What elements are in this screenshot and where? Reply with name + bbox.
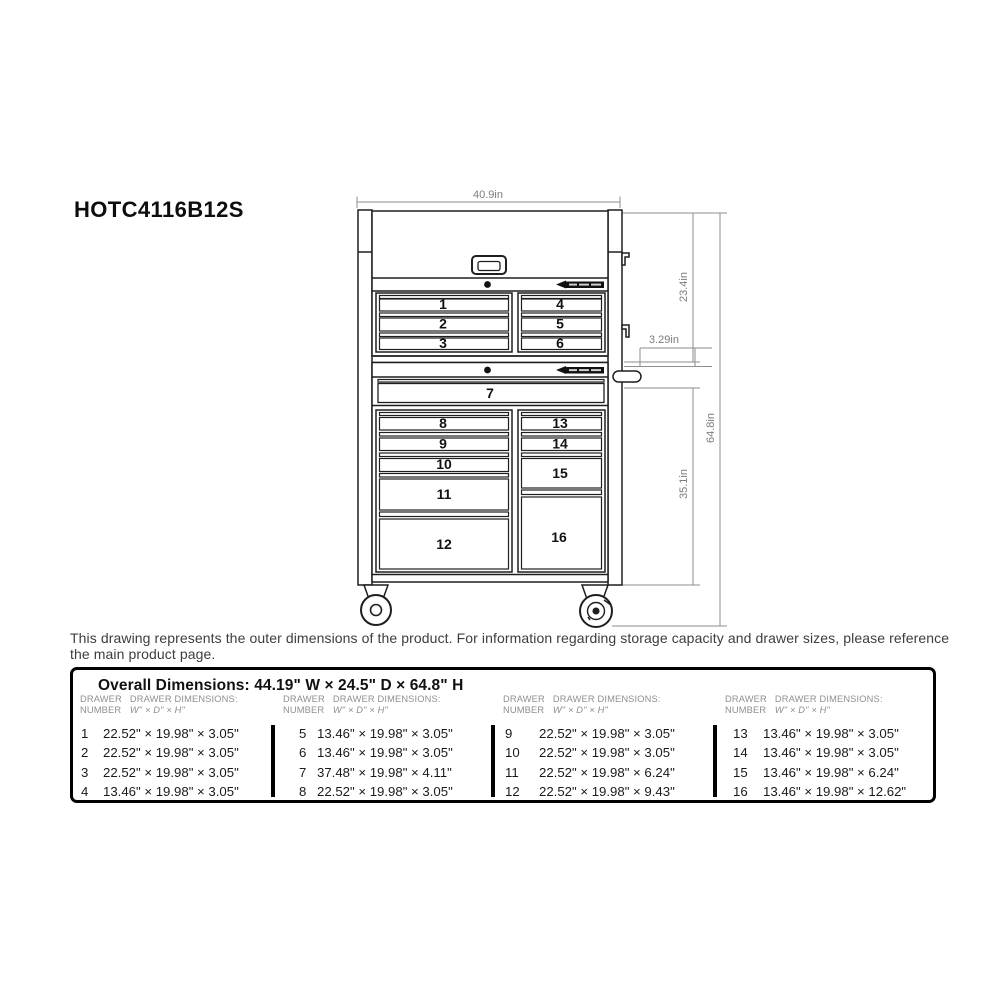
drawer-label: 10 <box>436 456 452 472</box>
drawer-label: 11 <box>436 486 452 502</box>
table-row: 2 22.52" × 19.98" × 3.05" <box>81 745 239 761</box>
drawer-label: 3 <box>439 335 447 351</box>
caster-wheel-right <box>580 585 612 627</box>
brand-badge-icon <box>556 281 604 289</box>
table-column-headers: DRAWER NUMBER DRAWER DIMENSIONS: W" × D" × H" <box>80 694 238 715</box>
table-row: 4 13.46" × 19.98" × 3.05" <box>81 784 239 800</box>
drawer-label: 7 <box>486 385 494 401</box>
table-row: 6 13.46" × 19.98" × 3.05" <box>299 745 453 761</box>
dimensions-note: This drawing represents the outer dimensions of the product. For information regarding storage capacity and drawer sizes, please reference the main product page. <box>70 630 950 662</box>
dim-label-cabinet-body-height: 35.1in <box>678 469 690 499</box>
drawer-label: 14 <box>552 435 568 452</box>
table-row: 8 22.52" × 19.98" × 3.05" <box>299 784 453 800</box>
drawer-table-group-4 <box>725 694 906 801</box>
dim-label-total-height: 64.8in <box>705 413 717 443</box>
table-row: 16 13.46" × 19.98" × 12.62" <box>733 784 907 800</box>
table-row: 14 13.46" × 19.98" × 3.05" <box>733 745 899 761</box>
brand-badge-icon <box>556 366 604 374</box>
drawer-label: 5 <box>556 315 564 332</box>
drawer-label: 9 <box>439 435 447 452</box>
drawer-label: 15 <box>552 465 568 481</box>
drawer-label: 16 <box>551 529 567 545</box>
drawer-label: 6 <box>556 335 564 351</box>
chest-cabinet-seam <box>372 356 608 363</box>
table-row: 5 13.46" × 19.98" × 3.05" <box>299 726 453 742</box>
drawer-table-group-3 <box>503 694 675 801</box>
dimension-drawing <box>340 188 740 638</box>
drawer-label: 13 <box>552 415 568 431</box>
table-row: 7 37.48" × 19.98" × 4.11" <box>299 764 452 780</box>
lock-keyhole-icon <box>484 367 491 374</box>
table-row: 15 13.46" × 19.98" × 6.24" <box>733 764 899 780</box>
table-row: 1 22.52" × 19.98" × 3.05" <box>81 726 239 742</box>
table-row: 13 13.46" × 19.98" × 3.05" <box>733 726 899 742</box>
table-row: 3 22.52" × 19.98" × 3.05" <box>81 764 239 780</box>
dim-label-gap: 3.29in <box>649 334 679 346</box>
overall-dimensions-title: Overall Dimensions: 44.19" W × 24.5" D × 64.8" H <box>98 677 464 694</box>
drawer-label: 12 <box>436 536 452 552</box>
dim-label-width: 40.9in <box>473 189 503 201</box>
drawer-dimensions-table <box>70 667 936 803</box>
drawer-label: 1 <box>439 296 447 312</box>
table-column-headers: DRAWER NUMBER DRAWER DIMENSIONS: W" × D" × H" <box>503 694 661 715</box>
drawer-label: 4 <box>556 296 564 312</box>
caster-wheel-left <box>361 585 391 625</box>
table-divider <box>713 725 717 797</box>
table-row: 11 22.52" × 19.98" × 6.24" <box>505 764 675 780</box>
table-column-headers: DRAWER NUMBER DRAWER DIMENSIONS: W" × D" × H" <box>283 694 441 715</box>
table-divider <box>271 725 275 797</box>
drawer-table-group-2 <box>283 694 453 801</box>
lock-keyhole-icon <box>484 281 491 288</box>
table-row: 10 22.52" × 19.98" × 3.05" <box>505 745 675 761</box>
table-row: 12 22.52" × 19.98" × 9.43" <box>505 784 675 800</box>
page-title: HOTC4116B12S <box>74 197 244 222</box>
drawer-label: 2 <box>439 315 447 332</box>
drawer-label: 8 <box>439 415 447 431</box>
table-row: 9 22.52" × 19.98" × 3.05" <box>505 726 675 742</box>
table-column-headers: DRAWER NUMBER DRAWER DIMENSIONS: W" × D" × H" <box>725 694 883 715</box>
drawer-table-group-1 <box>80 694 239 801</box>
dim-label-chest-height: 23.4in <box>678 272 690 302</box>
lid-handle <box>472 256 506 274</box>
table-divider <box>491 725 495 797</box>
